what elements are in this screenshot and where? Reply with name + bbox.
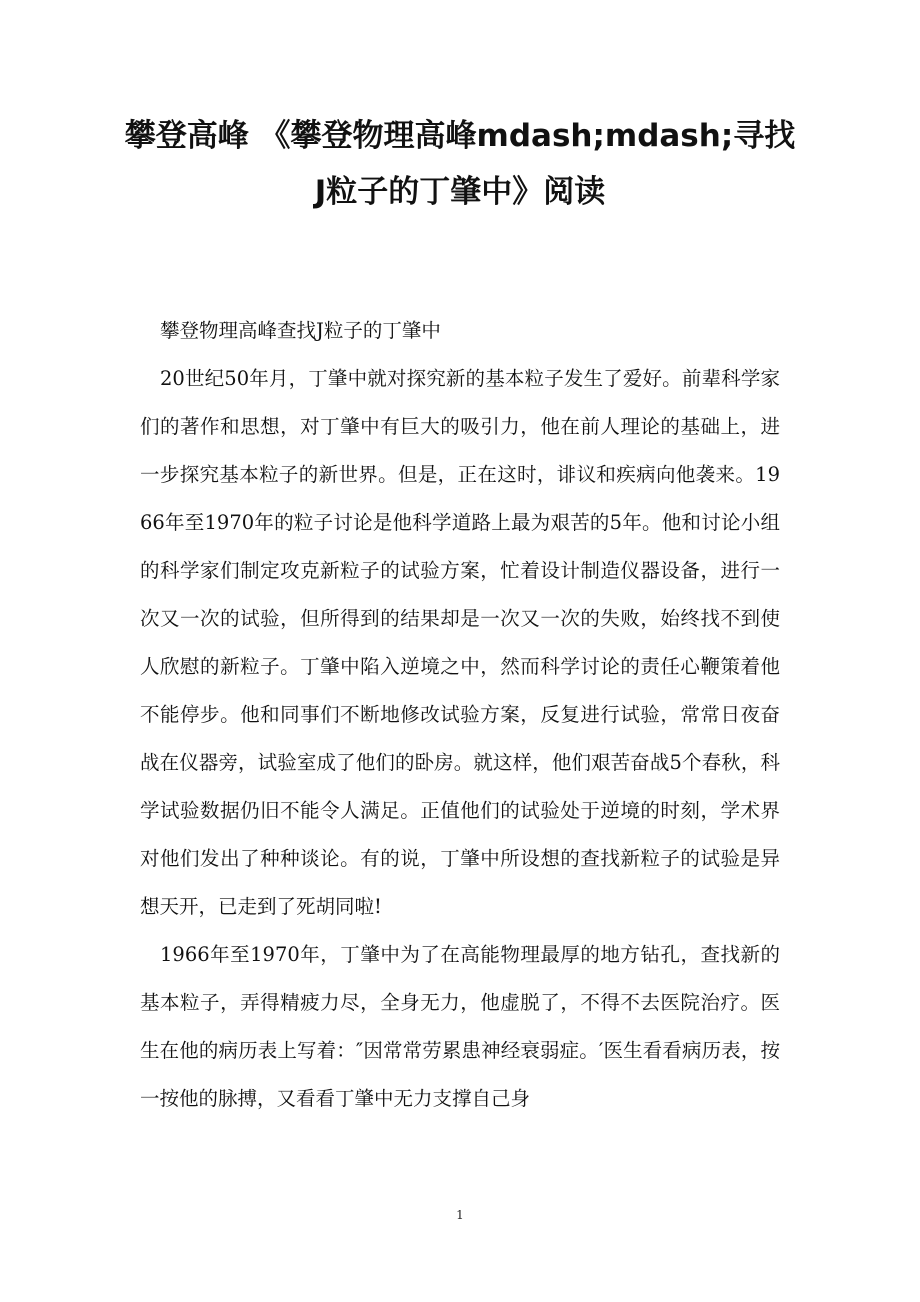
article-subtitle: 攀登物理高峰查找J粒子的丁肇中 xyxy=(160,319,441,342)
document-title: 攀登高峰 《攀登物理高峰mdash;mdash;寻找J粒子的丁肇中》阅读 xyxy=(124,118,796,210)
document-body xyxy=(140,307,780,1123)
paragraph-1: 20世纪50年月，丁肇中就对探究新的基本粒子发生了爱好。前辈科学家们的著作和思想，对丁肇中有巨大的吸引力，他在前人理论的基础上，进一步探究基本粒子的新世界。但是，正在这时，诽议和疾病向他袭来。1966年至1970年的粒子讨论是他科学道路上最为艰苦的5年。他和讨论小组的科学家们制定攻克新粒子的试验方案，忙着设计制造仪器设备，进行一次又一次的试验，但所得到的结果却是一次又一次的失败，始终找不到使人欣慰的新粒子。丁肇中陷入逆境之中，然而科学讨论的责任心鞭策着他不能停步。他和同事们不断地修改试验方案，反复进行试验，常常日夜奋战在仪器旁，试验室成了他们的卧房。就这样，他们艰苦奋战5个春秋，科学试验数据仍旧不能令人满足。正值他们的试验处于逆境的时刻，学术界对他们发出了种种谈论。有的说，丁肇中所设想的查找新粒子的试验是异想天开，已走到了死胡同啦! xyxy=(140,367,780,918)
paragraph-2: 1966年至1970年，丁肇中为了在高能物理最厚的地方钻孔，查找新的基本粒子，弄得精疲力尽，全身无力，他虚脱了，不得不去医院治疗。医生在他的病历表上写着：″因常常劳累患神经衰弱症。′医生看看病历表，按一按他的脉搏，又看看丁肇中无力支撑自己身 xyxy=(140,943,780,1110)
page-number: 1 xyxy=(456,1208,464,1222)
